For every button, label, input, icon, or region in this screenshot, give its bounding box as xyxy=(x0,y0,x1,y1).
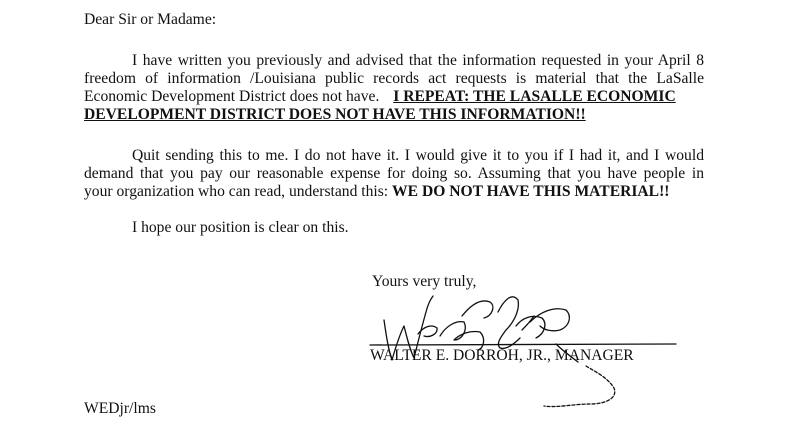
salutation: Dear Sir or Madame: xyxy=(84,11,217,28)
p1-line-3-emphasis: I REPEAT: THE LASALLE ECONOMIC xyxy=(393,88,676,105)
p2-line-2: demand that you pay our reasonable expense for doing so. Assuming that you have people in xyxy=(84,165,704,182)
p1-line-1: I have written you previously and advised that the information requested in your April 8 xyxy=(132,52,704,69)
paragraph-3: I hope our position is clear on this. xyxy=(132,219,349,236)
p1-line-3-text: Economic Development District does not have. xyxy=(84,88,380,105)
p2-line-1: Quit sending this to me. I do not have it. I would give it to you if I had it, and I would xyxy=(132,147,704,164)
signer-name: WALTER E. DORROH, JR., MANAGER xyxy=(370,347,634,364)
p1-line-4-emphasis: DEVELOPMENT DISTRICT DOES NOT HAVE THIS INFORMATION!! xyxy=(84,106,586,123)
p1-line-2: freedom of information /Louisiana public records act requests is material that the LaSalle xyxy=(84,70,704,87)
p2-line-3-emphasis: WE DO NOT HAVE THIS MATERIAL!! xyxy=(392,183,670,200)
closing: Yours very truly, xyxy=(372,273,477,290)
initials: WEDjr/lms xyxy=(84,400,156,417)
p2-line-3-text: your organization who can read, understand this: xyxy=(84,183,389,200)
